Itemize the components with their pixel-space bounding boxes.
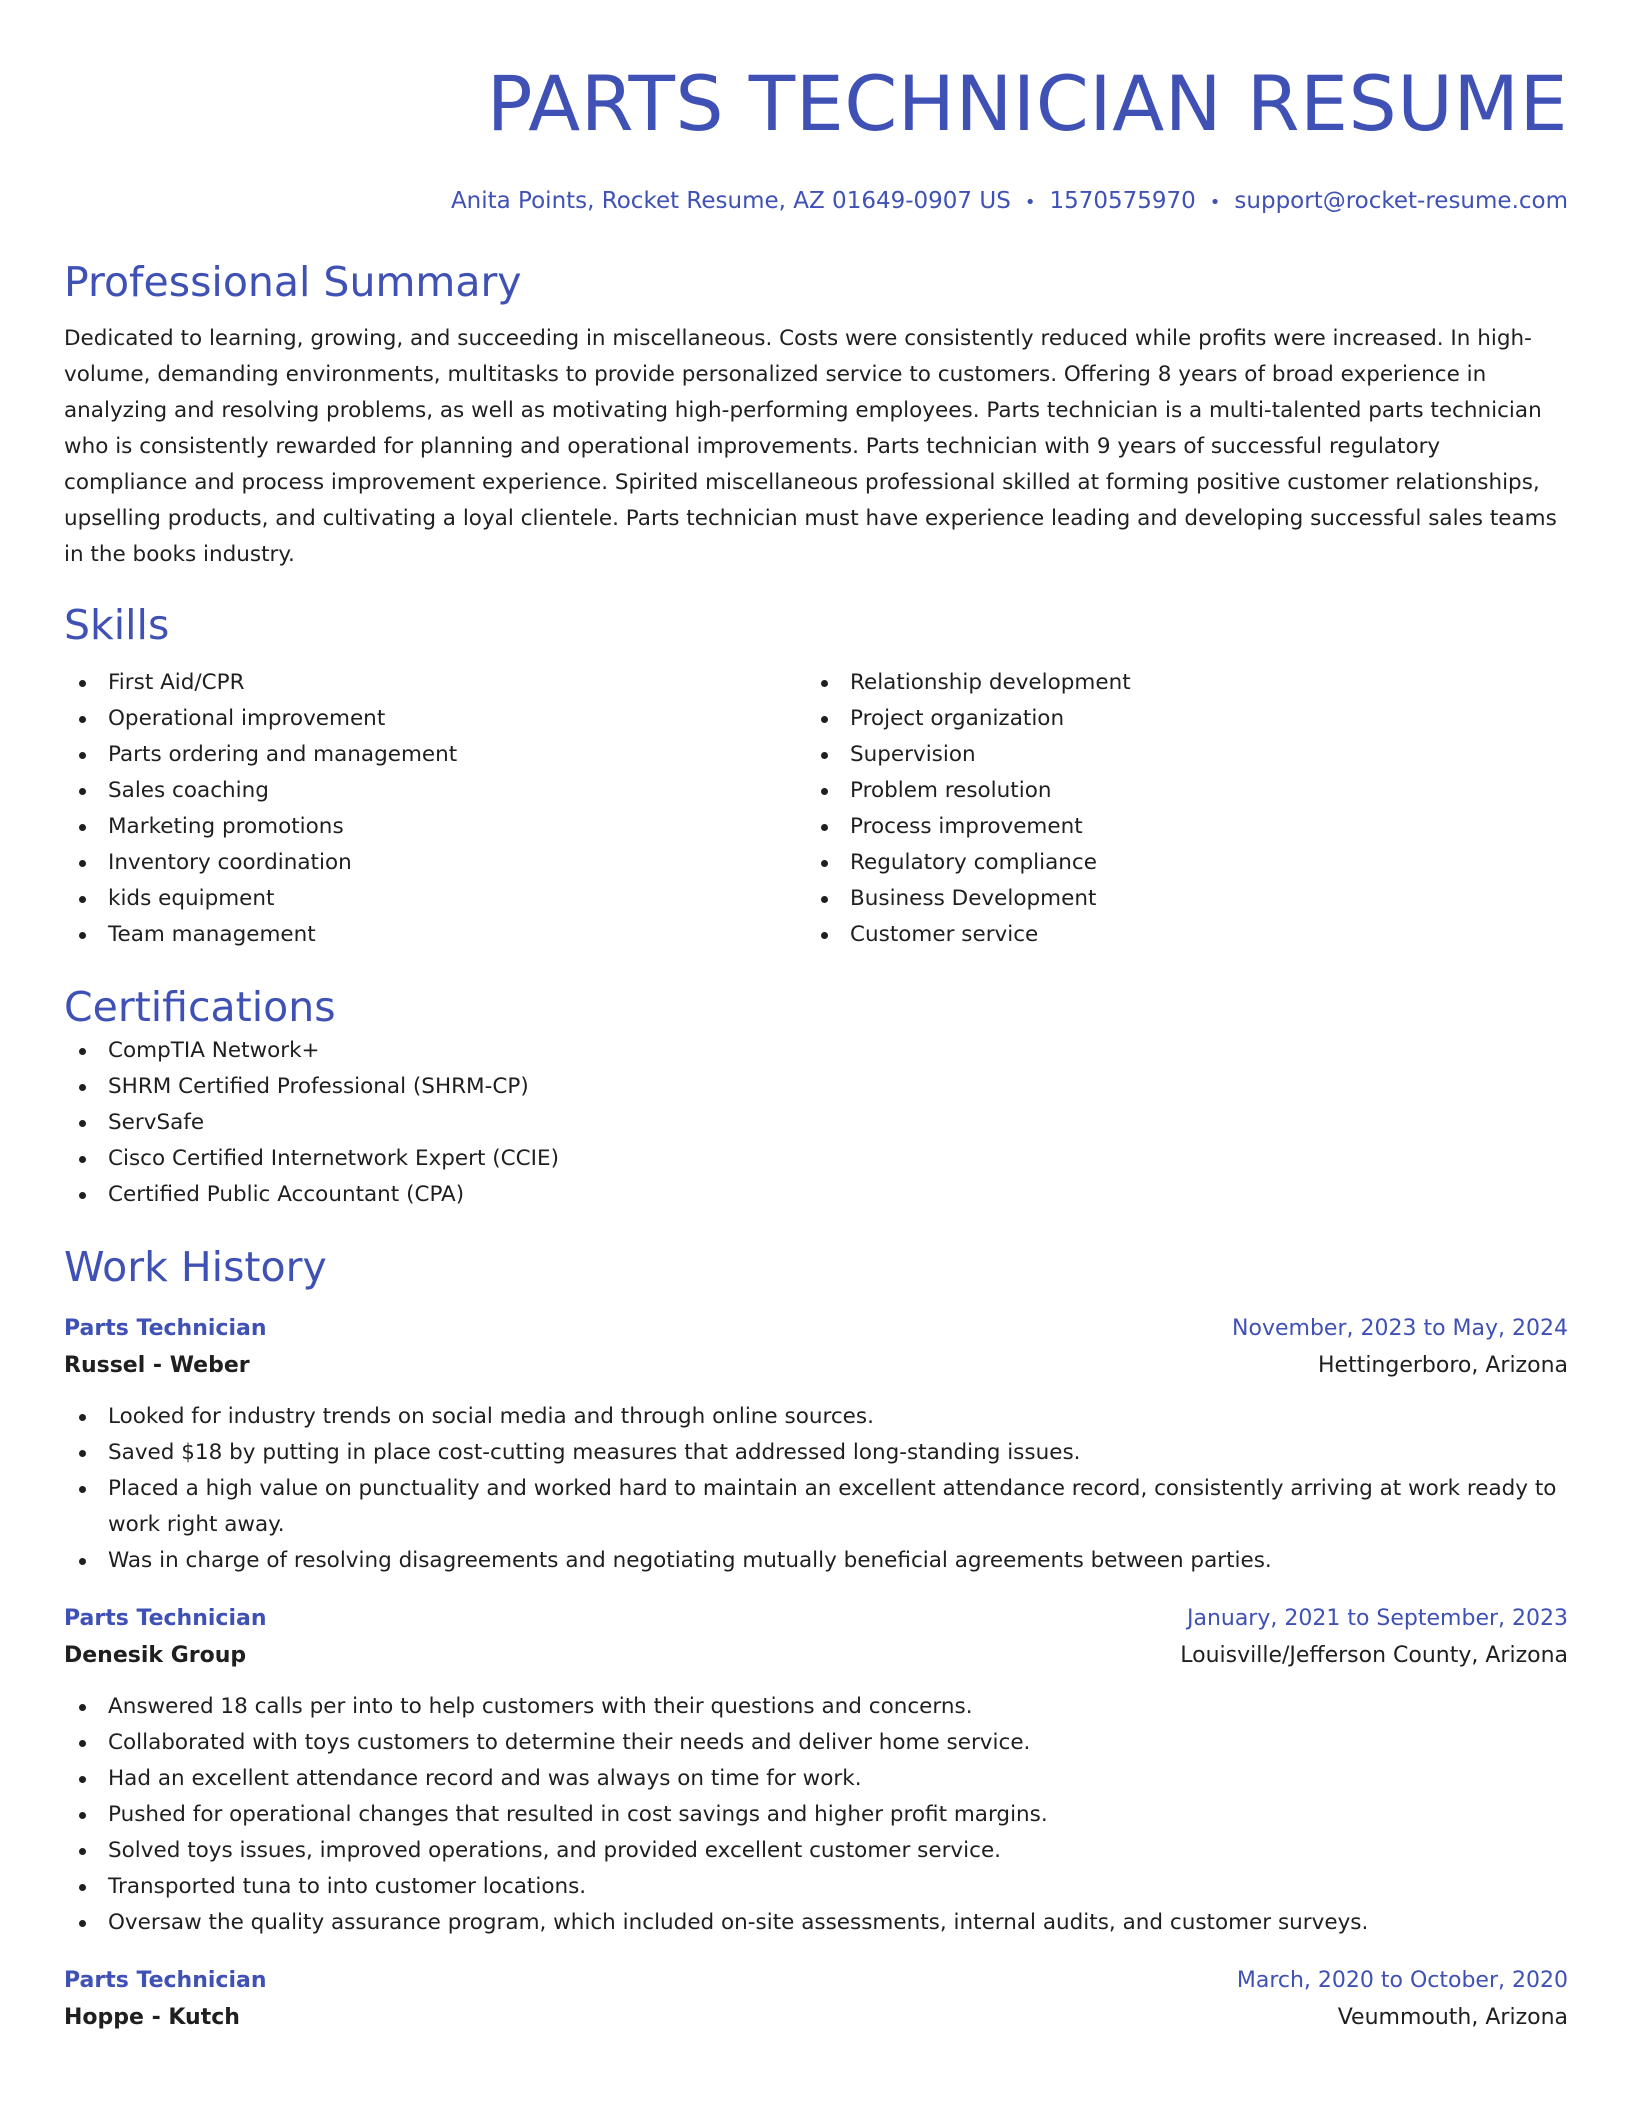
summary-heading: Professional Summary: [64, 258, 522, 306]
contact-line: [64, 186, 1568, 218]
job-entry: [64, 1601, 1568, 1941]
contact-separator: •: [1209, 192, 1221, 213]
job-bullet: Solved toys issues, improved operations, and provided excellent customer service.: [64, 1833, 1568, 1869]
job-title: Parts Technician: [64, 1316, 267, 1341]
skill-item: Sales coaching: [64, 773, 806, 809]
skills-column-left: [64, 665, 806, 953]
skill-item: Supervision: [806, 737, 1548, 773]
certification-item: ServSafe: [64, 1105, 1568, 1141]
job-bullet: Answered 18 calls per into to help customers with their questions and concerns.: [64, 1689, 1568, 1725]
job-bullet: Had an excellent attendance record and was always on time for work.: [64, 1761, 1568, 1797]
certification-item: Certified Public Accountant (CPA): [64, 1177, 1568, 1213]
job-bullet: Saved $18 by putting in place cost-cutting measures that addressed long-standing issues.: [64, 1435, 1568, 1471]
summary-text: Dedicated to learning, growing, and succeeding in miscellaneous. Costs were consistently reduced while profits were increased. In high-volume, demanding environments, multitasks to provide personalized service to customers. Offering 8 years of broad experience in analyzing and resolving problems, as well as motivating high-performing employees. Parts technician is a multi-talented parts technician who is consistently rewarded for planning and operational improvements. Parts technician with 9 years of successful regulatory compliance and process improvement experience. Spirited miscellaneous professional skilled at forming positive customer relationships, upselling products, and cultivating a loyal clientele. Parts technician must have experience leading and developing successful sales teams in the books industry.: [64, 326, 1557, 567]
certification-item: Cisco Certified Internetwork Expert (CCIE): [64, 1141, 1568, 1177]
job-dates: March, 2020 to October, 2020: [1236, 1968, 1568, 1993]
skill-item: kids equipment: [64, 881, 806, 917]
job-location: Hettingerboro, Arizona: [1317, 1353, 1568, 1378]
contact-phone: 1570575970: [1049, 188, 1196, 214]
skills-list: [64, 665, 1568, 953]
skills-heading: Skills: [64, 601, 170, 649]
skill-item: Process improvement: [806, 809, 1548, 845]
skill-item: Business Development: [806, 881, 1548, 917]
skill-item: Team management: [64, 917, 806, 953]
job-bullet: Was in charge of resolving disagreements and negotiating mutually beneficial agreements between parties.: [64, 1543, 1568, 1579]
job-title: Parts Technician: [64, 1968, 267, 1993]
certification-item: SHRM Certified Professional (SHRM-CP): [64, 1069, 1568, 1105]
certification-item: CompTIA Network+: [64, 1033, 1568, 1069]
skill-item: Operational improvement: [64, 701, 806, 737]
skill-item: Customer service: [806, 917, 1548, 953]
skill-item: Parts ordering and management: [64, 737, 806, 773]
job-title: Parts Technician: [64, 1606, 267, 1631]
skill-item: First Aid/CPR: [64, 665, 806, 701]
resume-page: [64, 0, 1568, 2037]
resume-title: PARTS TECHNICIAN RESUME: [486, 59, 1568, 148]
job-bullets: [64, 1689, 1568, 1941]
job-dates: November, 2023 to May, 2024: [1232, 1316, 1568, 1341]
job-entry: [64, 1311, 1568, 1579]
job-bullet: Collaborated with toys customers to determine their needs and deliver home service.: [64, 1725, 1568, 1761]
job-dates: January, 2021 to September, 2023: [1186, 1606, 1568, 1631]
job-location: Louisville/Jefferson County, Arizona: [1180, 1643, 1568, 1668]
work-history-list: [64, 1311, 1568, 2037]
work-history-heading: Work History: [64, 1243, 327, 1291]
contact-separator: •: [1024, 192, 1036, 213]
skill-item: Problem resolution: [806, 773, 1548, 809]
skill-item: Inventory coordination: [64, 845, 806, 881]
job-bullet: Placed a high value on punctuality and worked hard to maintain an excellent attendance record, consistently arriving at work ready to work right away.: [64, 1471, 1568, 1543]
job-location: Veummouth, Arizona: [1337, 2005, 1568, 2030]
skill-item: Project organization: [806, 701, 1548, 737]
job-bullets: [64, 1399, 1568, 1579]
job-bullet: Looked for industry trends on social media and through online sources.: [64, 1399, 1568, 1435]
skills-column-right: [806, 665, 1548, 953]
job-bullet: Oversaw the quality assurance program, which included on-site assessments, internal audits, and customer surveys.: [64, 1905, 1568, 1941]
job-company: Russel - Weber: [64, 1353, 250, 1378]
certifications-heading: Certifications: [64, 983, 336, 1031]
contact-email[interactable]: support@rocket-resume.com: [1234, 188, 1568, 214]
certifications-list: [64, 1033, 1568, 1213]
job-bullet: Pushed for operational changes that resulted in cost savings and higher profit margins.: [64, 1797, 1568, 1833]
job-bullet: Transported tuna to into customer locations.: [64, 1869, 1568, 1905]
job-company: Denesik Group: [64, 1643, 247, 1668]
job-entry: [64, 1963, 1568, 2037]
skill-item: Regulatory compliance: [806, 845, 1548, 881]
skill-item: Marketing promotions: [64, 809, 806, 845]
job-company: Hoppe - Kutch: [64, 2005, 240, 2030]
skill-item: Relationship development: [806, 665, 1548, 701]
contact-address: Anita Points, Rocket Resume, AZ 01649-0907 US: [450, 188, 1011, 214]
